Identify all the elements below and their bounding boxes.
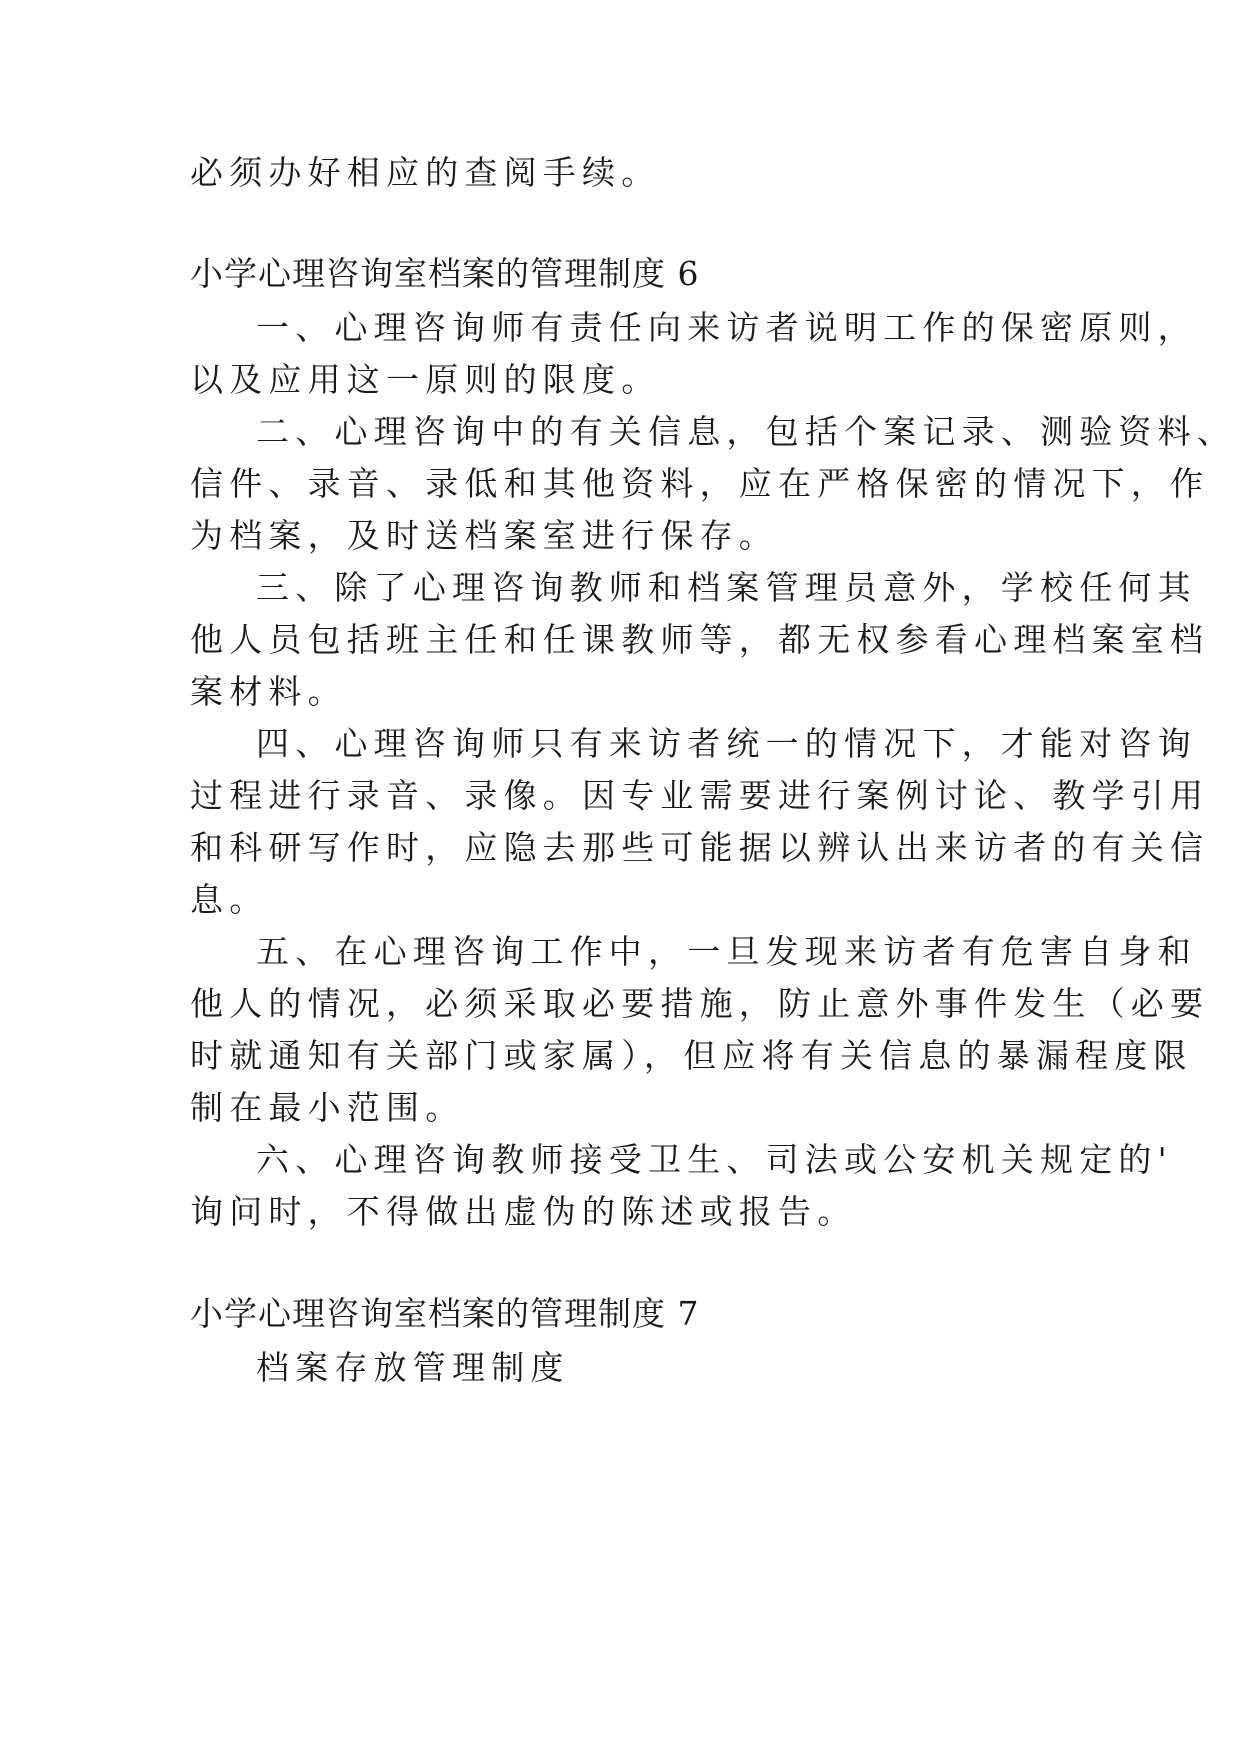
section-7-subtitle: 档案存放管理制度 bbox=[256, 1348, 570, 1387]
paragraph-1-line-2: 以及应用这一原则的限度。 bbox=[190, 360, 661, 399]
paragraph-2-line-1: 二、心理咨询中的有关信息，包括个案记录、测验资料、 bbox=[256, 412, 1236, 451]
paragraph-4-line-3: 和科研写作时，应隐去那些可能据以辨认出来访者的有关信 bbox=[190, 828, 1210, 867]
paragraph-4-line-2: 过程进行录音、录像。因专业需要进行案例讨论、教学引用 bbox=[190, 776, 1210, 815]
paragraph-6-line-1: 六、心理咨询教师接受卫生、司法或公安机关规定的' bbox=[256, 1140, 1173, 1179]
paragraph-5-line-4: 制在最小范围。 bbox=[190, 1088, 465, 1127]
paragraph-6-line-2: 询问时，不得做出虚伪的陈述或报告。 bbox=[190, 1192, 857, 1231]
paragraph-4-line-4: 息。 bbox=[190, 880, 269, 919]
section-6-title: 小学心理咨询室档案的管理制度 6 bbox=[190, 254, 700, 293]
paragraph-4-line-1: 四、心理咨询师只有来访者统一的情况下，才能对咨询 bbox=[256, 724, 1197, 763]
paragraph-1-line-1: 一、心理咨询师有责任向来访者说明工作的保密原则， bbox=[256, 308, 1197, 347]
paragraph-2-line-3: 为档案，及时送档案室进行保存。 bbox=[190, 516, 778, 555]
paragraph-5-line-1: 五、在心理咨询工作中，一旦发现来访者有危害自身和 bbox=[256, 932, 1197, 971]
opening-line: 必须办好相应的查阅手续。 bbox=[190, 153, 661, 192]
paragraph-3-line-2: 他人员包括班主任和任课教师等，都无权参看心理档案室档 bbox=[190, 620, 1210, 659]
paragraph-2-line-2: 信件、录音、录低和其他资料，应在严格保密的情况下，作 bbox=[190, 464, 1210, 503]
paragraph-3-line-3: 案材料。 bbox=[190, 672, 347, 711]
section-7-title: 小学心理咨询室档案的管理制度 7 bbox=[190, 1294, 700, 1333]
paragraph-5-line-2: 他人的情况，必须采取必要措施，防止意外事件发生（必要 bbox=[190, 984, 1210, 1023]
paragraph-5-line-3: 时就通知有关部门或家属），但应将有关信息的暴漏程度限 bbox=[190, 1036, 1193, 1075]
paragraph-3-line-1: 三、除了心理咨询教师和档案管理员意外，学校任何其 bbox=[256, 568, 1197, 607]
